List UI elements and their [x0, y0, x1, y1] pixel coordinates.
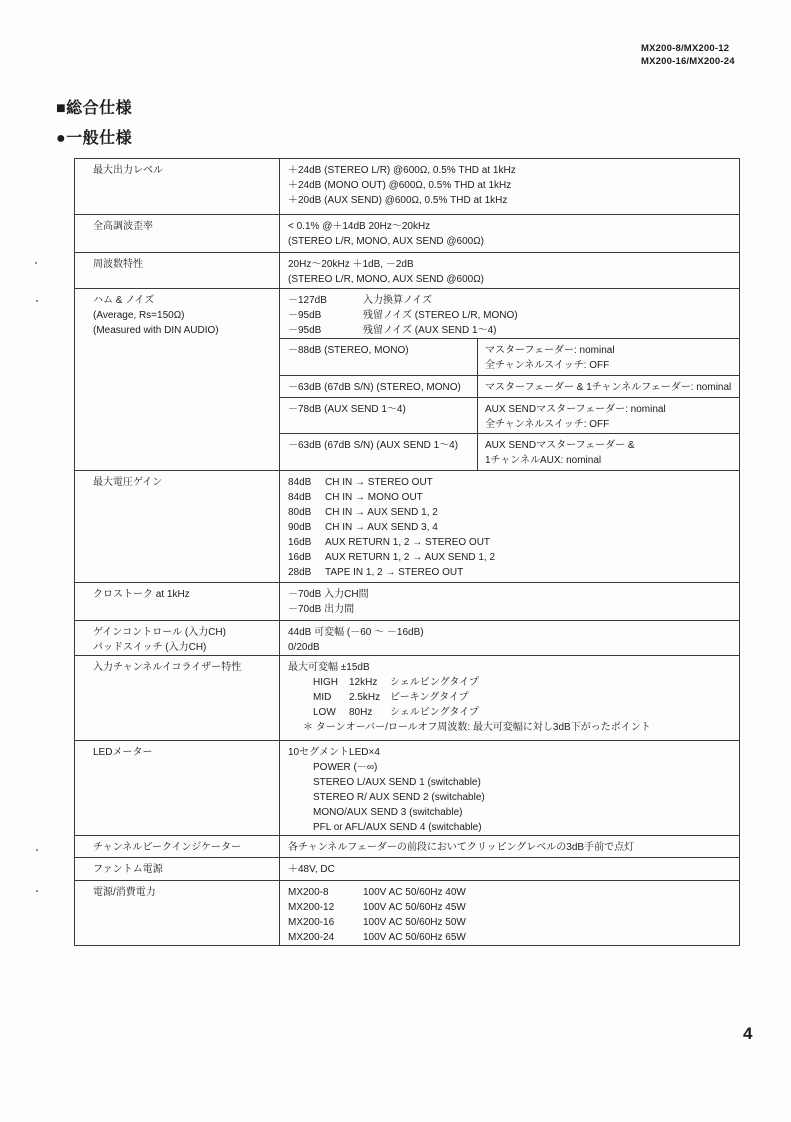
gain-row	[288, 535, 739, 550]
noise-condition-text	[478, 376, 740, 398]
value-line: －88dB (STEREO, MONO)	[288, 345, 409, 356]
eq-band-type: ピーキングタイプ	[390, 692, 469, 703]
noise-value: －95dB	[288, 325, 322, 336]
gain-path: CH IN → MONO OUT	[325, 492, 423, 503]
value-line: 44dB 可変幅 (－60 ～ －16dB)	[288, 627, 424, 638]
gain-value: 16dB	[288, 537, 312, 548]
gain-value: 80dB	[288, 507, 312, 518]
spec-value-peak-indicator	[280, 836, 740, 858]
noise-description: 入力換算ノイズ	[363, 295, 432, 306]
noise-value: －127dB	[288, 295, 327, 306]
eq-band-freq: 12kHz	[349, 677, 378, 688]
condition-line: 1チャンネルAUX: nominal	[485, 455, 602, 466]
spec-value-power	[280, 881, 740, 946]
power-row	[288, 900, 739, 915]
spec-value-led-meter	[280, 741, 740, 836]
label-text: ファントム電源	[93, 864, 163, 875]
noise-condition-value	[280, 398, 478, 434]
led-meter-item: MONO/AUX SEND 3 (switchable)	[313, 807, 463, 818]
noise-level-row	[288, 308, 739, 323]
gain-row	[288, 520, 739, 535]
noise-condition-value	[280, 339, 478, 376]
condition-line: 全チャンネルスイッチ: OFF	[485, 419, 610, 430]
led-meter-item: STEREO L/AUX SEND 1 (switchable)	[313, 777, 481, 788]
spec-label-led-meter	[75, 741, 280, 836]
eq-band-name: LOW	[313, 707, 336, 718]
noise-level-row	[288, 293, 739, 308]
value-line: 20Hz～20kHz ＋1dB, －2dB	[288, 259, 414, 270]
noise-condition-value	[280, 434, 478, 471]
power-spec: 100V AC 50/60Hz 45W	[363, 902, 466, 913]
power-row	[288, 930, 739, 945]
value-line: ＋24dB (MONO OUT) @600Ω, 0.5% THD at 1kHz	[288, 180, 512, 191]
eq-band-freq: 80Hz	[349, 707, 373, 718]
model-header-line-1: MX200-8/MX200-12	[641, 43, 730, 54]
power-model: MX200-16	[288, 917, 335, 928]
power-row	[288, 885, 739, 900]
label-text: 最大出力レベル	[93, 165, 163, 176]
value-line: －70dB 入力CH間	[288, 589, 369, 600]
condition-line: AUX SENDマスターフェーダー &	[485, 440, 635, 451]
eq-band-freq: 2.5kHz	[349, 692, 381, 703]
noise-condition-text	[478, 339, 740, 376]
spec-label-phantom-power	[75, 858, 280, 881]
spec-label-hum-noise	[75, 289, 280, 471]
spec-label-max-gain	[75, 471, 280, 583]
power-model: MX200-24	[288, 932, 335, 943]
scan-speck	[36, 300, 38, 302]
subsection-title: ●一般仕様	[56, 130, 133, 147]
spec-value-max-output	[280, 159, 740, 215]
gain-value: 84dB	[288, 492, 312, 503]
condition-line: マスターフェーダー: nominal	[485, 345, 615, 356]
led-meter-item: PFL or AFL/AUX SEND 4 (switchable)	[313, 822, 482, 833]
led-meter-item: STEREO R/ AUX SEND 2 (switchable)	[313, 792, 485, 803]
condition-line: AUX SENDマスターフェーダー: nominal	[485, 404, 666, 415]
noise-value: －95dB	[288, 310, 322, 321]
spec-value-phantom-power	[280, 858, 740, 881]
value-line: ＋48V, DC	[288, 864, 335, 875]
value-line: < 0.1% @＋14dB 20Hz～20kHz	[288, 221, 431, 232]
model-header-line-2: MX200-16/MX200-24	[641, 56, 735, 67]
label-text: LEDメーター	[93, 747, 153, 758]
gain-value: 90dB	[288, 522, 312, 533]
scan-speck	[36, 890, 38, 892]
eq-band-row	[288, 705, 739, 720]
gain-value: 84dB	[288, 477, 312, 488]
led-meter-item: POWER (－∞)	[313, 762, 378, 773]
label-text: クロストーク at 1kHz	[93, 589, 190, 600]
value-line: －70dB 出力間	[288, 604, 355, 615]
spec-table	[74, 158, 740, 946]
spec-value-max-gain	[280, 471, 740, 583]
section-title: ■総合仕様	[56, 100, 133, 117]
spec-label-gain-control	[75, 621, 280, 656]
gain-row	[288, 550, 739, 565]
label-text: 全高調波歪率	[93, 221, 153, 232]
gain-path: TAPE IN 1, 2 → STEREO OUT	[325, 567, 464, 578]
noise-level-row	[288, 323, 739, 338]
value-line: －78dB (AUX SEND 1～4)	[288, 404, 406, 415]
spec-label-max-output	[75, 159, 280, 215]
label-text: (Average, Rs=150Ω)	[93, 310, 185, 321]
gain-value: 16dB	[288, 552, 312, 563]
value-line: (STEREO L/R, MONO, AUX SEND @600Ω)	[288, 236, 485, 247]
label-text: ゲインコントロール (入力CH)	[93, 627, 226, 638]
eq-band-name: HIGH	[313, 677, 338, 688]
spec-label-crosstalk	[75, 583, 280, 621]
eq-note: ＊ ターンオーバー/ロールオフ周波数: 最大可変幅に対し3dB下がったポイント	[303, 722, 651, 733]
noise-condition-text	[478, 398, 740, 434]
label-text: チャンネルピークインジケーター	[93, 842, 242, 853]
power-row	[288, 915, 739, 930]
value-line: ＋24dB (STEREO L/R) @600Ω, 0.5% THD at 1kHz	[288, 165, 516, 176]
gain-path: CH IN → STEREO OUT	[325, 477, 433, 488]
power-model: MX200-12	[288, 902, 335, 913]
eq-band-type: シェルビングタイプ	[390, 677, 479, 688]
spec-value-frequency-response	[280, 253, 740, 289]
value-line: 各チャンネルフェーダーの前段においてクリッピングレベルの3dB手前で点灯	[288, 842, 635, 853]
page-number: 4	[743, 1024, 753, 1043]
spec-value-noise-levels	[280, 289, 740, 339]
condition-line: 全チャンネルスイッチ: OFF	[485, 360, 610, 371]
eq-band-row	[288, 690, 739, 705]
noise-condition-value	[280, 376, 478, 398]
label-text: 周波数特性	[93, 259, 143, 270]
led-meter-head: 10セグメントLED×4	[288, 747, 380, 758]
spec-label-thd	[75, 215, 280, 253]
label-text: 電源/消費電力	[93, 887, 156, 898]
power-spec: 100V AC 50/60Hz 65W	[363, 932, 466, 943]
gain-path: CH IN → AUX SEND 3, 4	[325, 522, 438, 533]
spec-value-crosstalk	[280, 583, 740, 621]
label-text: ハム & ノイズ	[93, 295, 155, 306]
eq-band-row	[288, 675, 739, 690]
power-model: MX200-8	[288, 887, 329, 898]
condition-line: マスターフェーダー & 1チャンネルフェーダー: nominal	[485, 382, 732, 393]
label-text: 入力チャンネルイコライザー特性	[93, 662, 242, 673]
noise-description: 残留ノイズ (AUX SEND 1～4)	[363, 325, 497, 336]
label-text: 最大電圧ゲイン	[93, 477, 163, 488]
gain-value: 28dB	[288, 567, 312, 578]
label-text: パッドスイッチ (入力CH)	[93, 642, 207, 653]
gain-row	[288, 475, 739, 490]
gain-path: AUX RETURN 1, 2 → STEREO OUT	[325, 537, 491, 548]
gain-row	[288, 565, 739, 580]
spec-label-power	[75, 881, 280, 946]
noise-description: 残留ノイズ (STEREO L/R, MONO)	[363, 310, 518, 321]
model-header	[641, 42, 735, 68]
power-spec: 100V AC 50/60Hz 40W	[363, 887, 466, 898]
spec-value-eq	[280, 656, 740, 741]
gain-row	[288, 505, 739, 520]
spec-label-peak-indicator	[75, 836, 280, 858]
value-line: 0/20dB	[288, 642, 320, 653]
power-spec: 100V AC 50/60Hz 50W	[363, 917, 466, 928]
scan-speck	[36, 849, 38, 851]
eq-band-type: シェルビングタイプ	[390, 707, 479, 718]
spec-label-eq	[75, 656, 280, 741]
value-line: －63dB (67dB S/N) (STEREO, MONO)	[288, 382, 461, 393]
value-line: －63dB (67dB S/N) (AUX SEND 1～4)	[288, 440, 459, 451]
value-line: ＋20dB (AUX SEND) @600Ω, 0.5% THD at 1kHz	[288, 195, 508, 206]
scan-speck	[35, 262, 37, 264]
spec-value-thd	[280, 215, 740, 253]
spec-label-frequency-response	[75, 253, 280, 289]
gain-path: AUX RETURN 1, 2 → AUX SEND 1, 2	[325, 552, 496, 563]
eq-band-name: MID	[313, 692, 332, 703]
label-text: (Measured with DIN AUDIO)	[93, 325, 219, 336]
spec-value-gain-control	[280, 621, 740, 656]
gain-row	[288, 490, 739, 505]
gain-path: CH IN → AUX SEND 1, 2	[325, 507, 438, 518]
value-line: (STEREO L/R, MONO, AUX SEND @600Ω)	[288, 274, 485, 285]
noise-condition-text	[478, 434, 740, 471]
eq-max-range: 最大可変幅 ±15dB	[288, 662, 370, 673]
